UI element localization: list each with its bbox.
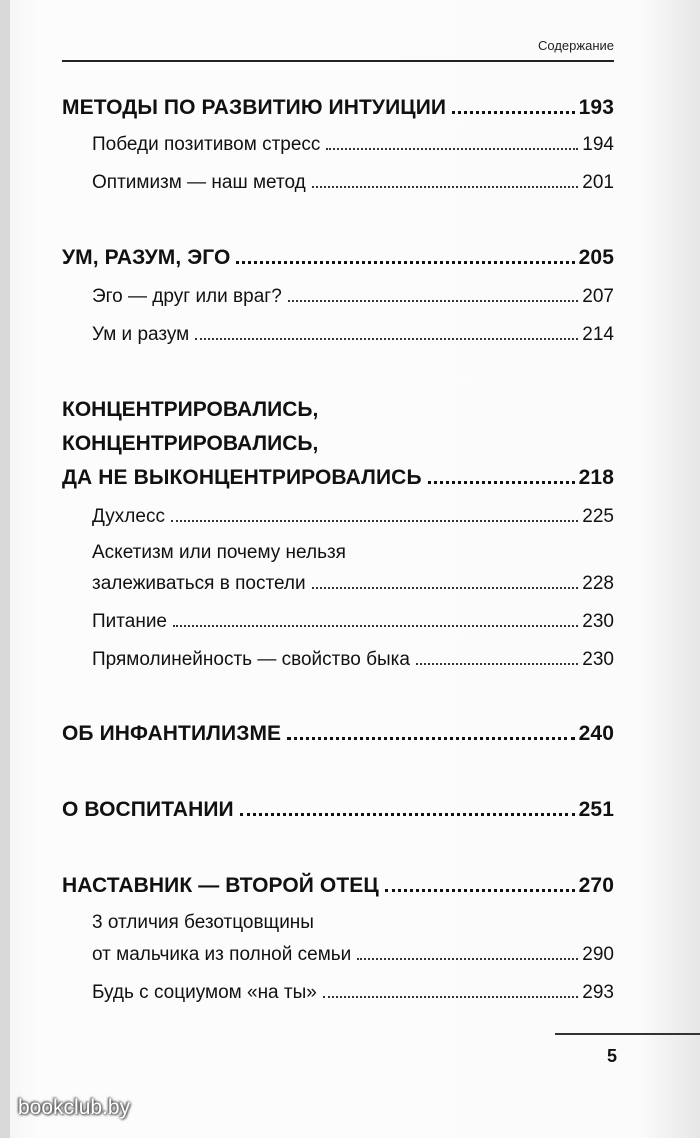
toc-entry-page: 194	[582, 134, 614, 155]
toc-entry-title: Духлесс	[92, 506, 165, 527]
dot-leader	[195, 337, 578, 340]
dot-leader	[428, 480, 575, 484]
dot-leader	[288, 299, 579, 302]
toc-entry-main	[62, 96, 614, 120]
toc-entry-title: О ВОСПИТАНИИ	[62, 798, 234, 821]
toc-entry-title: ОБ ИНФАНТИЛИЗМЕ	[62, 722, 282, 745]
toc-entry-page: 193	[578, 96, 614, 119]
toc-entry-title: Ум и разум	[92, 324, 190, 345]
toc-entry-sub	[92, 172, 614, 194]
dot-leader	[416, 662, 578, 665]
watermark: bookclub.by	[18, 1096, 131, 1119]
toc-entry-title: Оптимизм — наш метод	[92, 172, 306, 193]
toc-entry-page: 207	[582, 286, 614, 307]
toc-entry-page: 228	[582, 573, 614, 594]
toc-entry-title: Эго — друг или враг?	[92, 286, 282, 307]
page-binding-edge	[0, 0, 10, 1138]
toc-entry-sub	[92, 324, 614, 346]
toc-entry-title: залеживаться в постели	[92, 573, 306, 594]
dot-leader	[240, 812, 575, 816]
toc-entry-title: ДА НЕ ВЫКОНЦЕНТРИРОВАЛИСЬ	[62, 466, 422, 489]
page-number: 5	[607, 1046, 618, 1066]
dot-leader	[171, 519, 578, 522]
toc-entry-title: Победи позитивом стресс	[92, 134, 321, 155]
dot-leader	[173, 624, 578, 627]
toc-entry-sub	[92, 506, 614, 528]
toc-entry-title: НАСТАВНИК — ВТОРОЙ ОТЕЦ	[62, 874, 379, 897]
toc-entry-page: 230	[582, 611, 614, 632]
footer-rule	[555, 1033, 700, 1035]
dot-leader	[287, 736, 574, 740]
toc-entry-title: Прямолинейность — свойство быка	[92, 649, 410, 670]
toc-entry-page: 230	[582, 649, 614, 670]
toc-entry-main	[62, 722, 614, 746]
toc-entry-page: 205	[578, 246, 614, 269]
dot-leader	[357, 957, 578, 960]
dot-leader	[236, 260, 574, 264]
toc-entry-title: Будь с социумом «на ты»	[92, 982, 317, 1003]
toc-entry-page: 270	[578, 874, 614, 897]
toc-entry-sub	[92, 982, 614, 1004]
toc-entry-main	[62, 798, 614, 822]
toc-entry-page: 240	[578, 722, 614, 745]
running-header	[62, 32, 614, 62]
running-header-title: Содержание	[538, 38, 614, 53]
dot-leader	[326, 147, 578, 150]
toc-entry-main	[62, 874, 614, 898]
toc-title-line: КОНЦЕНТРИРОВАЛИСЬ,	[62, 398, 319, 421]
toc-title-line: КОНЦЕНТРИРОВАЛИСЬ,	[62, 432, 319, 455]
toc-entry-page: 293	[582, 982, 614, 1003]
dot-leader	[312, 185, 579, 188]
dot-leader	[323, 995, 578, 998]
toc-entry-page: 290	[582, 944, 614, 965]
toc-entry-sub	[92, 286, 614, 308]
toc-entry-sub	[92, 649, 614, 671]
toc-entry-page: 218	[578, 466, 614, 489]
toc-entry-title: от мальчика из полной семьи	[92, 944, 352, 965]
toc-entry-main	[62, 246, 614, 270]
dot-leader	[385, 888, 575, 892]
toc-entry-sub	[92, 611, 614, 633]
dot-leader	[312, 586, 579, 589]
toc-entry-title: УМ, РАЗУМ, ЭГО	[62, 246, 231, 269]
toc-entry-title: МЕТОДЫ ПО РАЗВИТИЮ ИНТУИЦИИ	[62, 96, 447, 119]
toc-title-line: Аскетизм или почему нельзя	[92, 542, 346, 563]
toc-entry-sub	[92, 573, 614, 595]
toc-entry-page: 214	[582, 324, 614, 345]
toc-entry-sub	[92, 134, 614, 156]
toc-entry-sub	[92, 944, 614, 966]
toc-entry-page: 201	[582, 172, 614, 193]
toc-entry-page: 251	[578, 798, 614, 821]
toc-title-line: 3 отличия безотцовщины	[92, 912, 314, 933]
toc-entry-main	[62, 466, 614, 490]
toc-entry-page: 225	[582, 506, 614, 527]
dot-leader	[452, 110, 575, 114]
toc-entry-title: Питание	[92, 611, 167, 632]
